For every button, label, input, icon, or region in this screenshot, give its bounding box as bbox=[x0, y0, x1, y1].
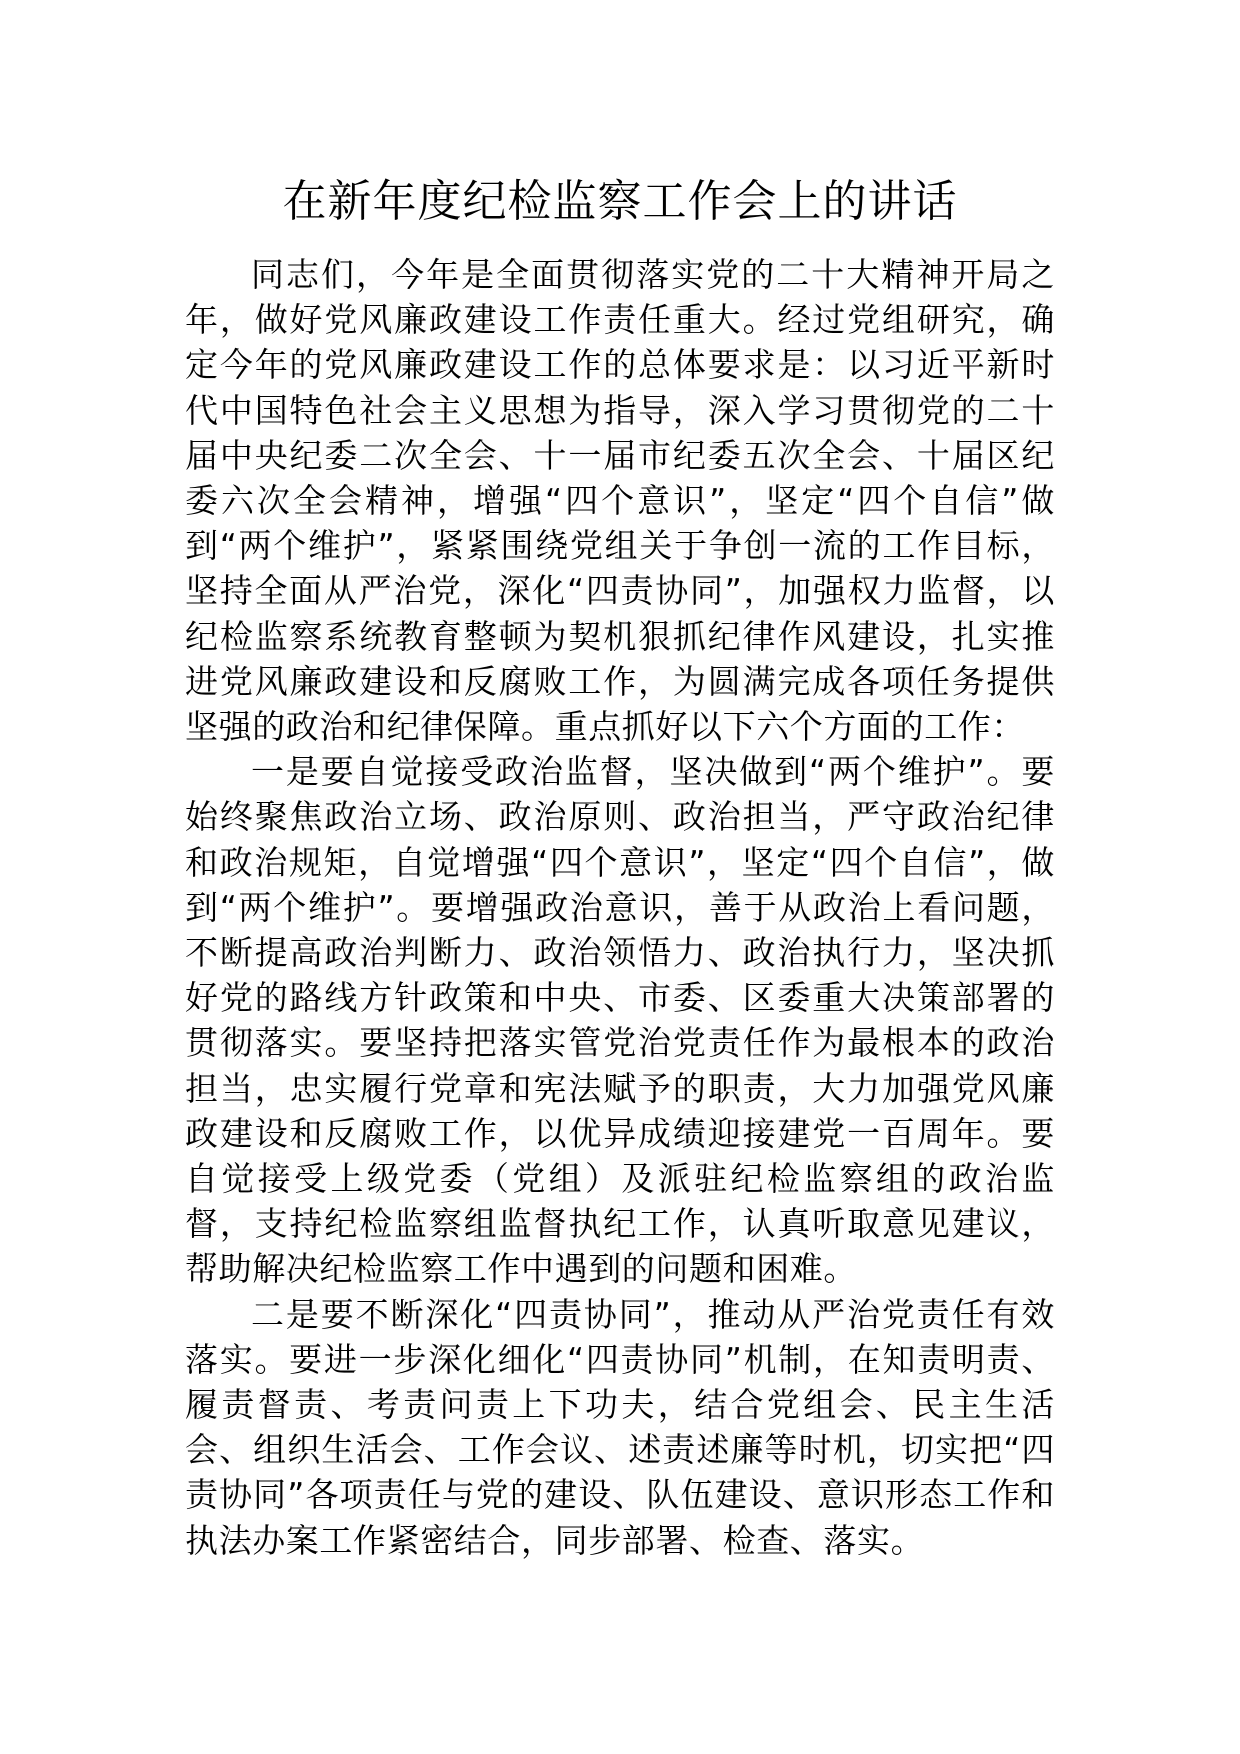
paragraph-intro: 同志们，今年是全面贯彻落实党的二十大精神开局之年，做好党风廉政建设工作责任重大。经过党组研究，确定今年的党风廉政建设工作的总体要求是：以习近平新时代中国特色社会主义思想为指导，深入学习贯彻党的二十届中央纪委二次全会、十一届市纪委五次全会、十届区纪委六次全会精神，增强“四个意识”，坚定“四个自信”做到“两个维护”，紧紧围绕党组关于争创一流的工作目标，坚持全面从严治党，深化“四责协同”，加强权力监督，以纪检监察系统教育整顿为契机狠抓纪律作风建设，扎实推进党风廉政建设和反腐败工作，为圆满完成各项任务提供坚强的政治和纪律保障。重点抓好以下六个方面的工作： bbox=[185, 255, 1055, 747]
document-title: 在新年度纪检监察工作会上的讲话 bbox=[282, 176, 958, 227]
paragraph-point-two: 二是要不断深化“四责协同”，推动从严治党责任有效落实。要进一步深化细化“四责协同”机制，在知责明责、履责督责、考责问责上下功夫，结合党组会、民主生活会、组织生活会、工作会议、述责述廉等时机，切实把“四责协同”各项责任与党的建设、队伍建设、意识形态工作和执法办案工作紧密结合，同步部署、检查、落实。 bbox=[185, 1294, 1055, 1560]
paragraph-point-one: 一是要自觉接受政治监督，坚决做到“两个维护”。要始终聚焦政治立场、政治原则、政治担当，严守政治纪律和政治规矩，自觉增强“四个意识”，坚定“四个自信”，做到“两个维护”。要增强政治意识，善于从政治上看问题，不断提高政治判断力、政治领悟力、政治执行力，坚决抓好党的路线方针政策和中央、市委、区委重大决策部署的贯彻落实。要坚持把落实管党治党责任作为最根本的政治担当，忠实履行党章和宪法赋予的职责，大力加强党风廉政建设和反腐败工作，以优异成绩迎接建党一百周年。要自觉接受上级党委（党组）及派驻纪检监察组的政治监督，支持纪检监察组监督执纪工作，认真听取意见建议，帮助解决纪检监察工作中遇到的问题和困难。 bbox=[185, 752, 1055, 1289]
document-page bbox=[185, 170, 1055, 1563]
